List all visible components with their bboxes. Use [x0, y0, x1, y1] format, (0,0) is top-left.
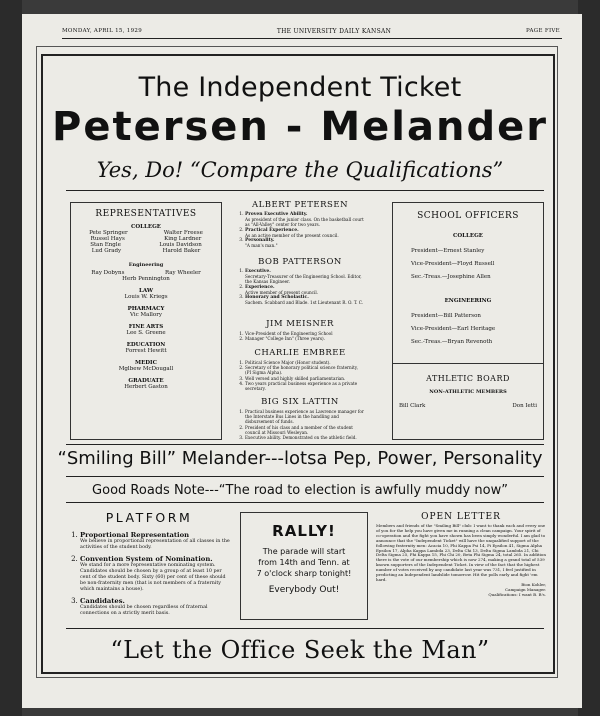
qualification-detail: 1. Political Science Major (Honor student).	[245, 360, 331, 365]
ticket-heading: The Independent Ticket	[138, 72, 462, 103]
smiling-bill-slogan: “Smiling Bill” Melander---lotsa Pep, Power, Personality	[57, 448, 543, 469]
rally-box	[240, 512, 368, 620]
rule	[66, 502, 544, 503]
qualifications-list	[236, 212, 364, 248]
representatives-title: REPRESENTATIVES	[95, 209, 197, 219]
rally-text: The parade will start	[262, 547, 346, 556]
candidate-embree	[236, 348, 364, 391]
slogan-rule	[66, 190, 544, 191]
rep-name: Stan Engle	[90, 242, 121, 248]
rep-name: Harold Baker	[162, 248, 201, 254]
rep-name: Herb Pennington	[122, 276, 170, 282]
representatives-box	[70, 202, 222, 440]
rep-name: Ray Dobyns	[91, 270, 125, 276]
candidate-name: JIM MEISNER	[266, 319, 334, 329]
open-letter	[376, 512, 546, 598]
qualification-detail: 2. Manager "College Inn" (Three years).	[245, 336, 325, 342]
rally-text: 7 o'clock sharp tonight!	[256, 569, 352, 578]
candidate-petersen	[236, 200, 364, 248]
candidate-name: ALBERT PETERSEN	[251, 200, 349, 210]
rep-name: Russel Hays	[90, 236, 125, 242]
rally-title: RALLY!	[272, 522, 336, 540]
qualification-detail: 1. Practical business experience as Lawrence manager for the Interstate Bus Lines in the handling and disbursement of funds.	[245, 409, 364, 425]
law-label: LAW	[138, 288, 154, 294]
header-rule	[62, 38, 562, 39]
qualification-heading: Practical Experience.	[245, 227, 299, 233]
rep-name: Lee S. Greene	[126, 330, 166, 336]
qualification-heading: Personality.	[245, 238, 275, 244]
platform-item	[80, 597, 232, 617]
qualification-heading: Honorary and Scholastic.	[245, 295, 309, 301]
college-reps-list	[71, 230, 221, 254]
platform-item	[80, 531, 232, 551]
qualifications-list	[236, 409, 364, 440]
qualification-detail: Active member of present council.	[245, 289, 318, 295]
qualification-item	[245, 381, 364, 391]
qualification-detail: 4. Two years practical business experience as a private secretary.	[245, 380, 358, 392]
fine-arts-label: FINE ARTS	[128, 324, 164, 330]
college-label: COLLEGE	[131, 224, 161, 230]
officer-entry: Vice-President—Floyd Russell	[411, 261, 495, 267]
school-officers-box	[392, 202, 544, 440]
qualification-item	[245, 269, 364, 285]
school-officers-title: SCHOOL OFFICERS	[417, 211, 519, 221]
engineering-label: Engineering	[128, 262, 164, 268]
platform-item-text: Candidates should be chosen regardless of fraternal connections on a strictly merit basis.	[80, 605, 208, 616]
qualification-item	[245, 425, 364, 435]
open-letter-body: Members and friends of the "Smiling Bill" club: I want to thank each and every one of you for the help you have given me in running a clean campaign. Your spirit of co-operation and the fight you have shown has been simply wonderful. I am glad to announce that the "Independent Ticket" will have the unqualified support of the following fraternity men: Acacia 10, Phi Kappa Psi 14, Pi Epsilon 41, Sigma Alpha Epsilon 17, Alpha Kappa Lambda 23, Delta Chi 13, Delta Sigma Lambda 21, Chi Delta Sigma 25, Phi Kappa 15, Phi Chi 20, Beta Phi Sigma 24, total 265. In addition there is the vote of our membership which is now 274, making a grand total of 539 known supporters of the Independent Ticket. In view of the fact that the highest number of votes received by any candidate last year was 731, I feel justified in predicting an Independent landslide tomorrow. Hit the polls early and fight 'em hard.	[376, 523, 546, 582]
qualification-item	[245, 212, 364, 228]
qualifications-list	[236, 269, 364, 305]
qualification-detail: Sachem. Scabbard and Blade. 1st Lieutenant R. O. T. C.	[245, 300, 364, 306]
officer-entry: Sec.-Treas.—Bryan Revenoth	[411, 339, 493, 345]
education-label: EDUCATION	[126, 342, 166, 348]
qualification-detail: 3. Well versed and highly skilled parliamentarian.	[245, 375, 346, 381]
qualification-item	[245, 409, 364, 425]
candidate-patterson	[236, 257, 364, 305]
qualification-detail: 1. Vice-President of the Engineering School	[245, 331, 333, 336]
platform-item	[80, 555, 232, 593]
candidate-name: BIG SIX LATTIN	[261, 397, 339, 407]
qualification-detail: 3. Executive ability. Demonstrated on the athletic field.	[245, 435, 357, 441]
candidate-lattin	[236, 397, 364, 440]
officer-entry: President—Ernest Stanley	[411, 248, 485, 254]
athletic-board-title: ATHLETIC BOARD	[426, 374, 510, 383]
rule	[66, 628, 544, 629]
candidate-name: CHARLIE EMBREE	[254, 348, 346, 358]
compare-slogan: Yes, Do! “Compare the Qualifications”	[96, 158, 504, 182]
qualification-item	[245, 228, 364, 238]
platform-item-heading: 1. Proportional Representation	[80, 531, 190, 539]
rep-name: Lud Grady	[91, 248, 122, 254]
page-number: PAGE FIVE	[526, 28, 560, 34]
letter-signature: Qualifications: I want B. B's.	[488, 591, 546, 597]
letter-signature: Campaign Manager.	[505, 586, 546, 592]
office-seek-man-slogan: “Let the Office Seek the Man”	[110, 636, 490, 664]
letter-signature: Bion Kohler,	[521, 581, 546, 587]
good-roads-note: Good Roads Note---“The road to election is awfully muddy now”	[92, 483, 508, 498]
rule	[66, 476, 544, 477]
platform-title: PLATFORM	[105, 510, 193, 525]
medic-label: MEDIC	[135, 360, 157, 366]
athletic-member: Bill Clark	[399, 403, 426, 409]
rep-name: Louis Davidson	[159, 242, 202, 248]
qualification-item	[245, 336, 364, 341]
rep-name: Ray Wheeler	[164, 270, 201, 276]
rep-name: Walter Freese	[163, 230, 203, 236]
candidate-names-heading: Petersen - Melander	[52, 104, 548, 150]
officer-entry: President—Bill Patterson	[411, 313, 481, 319]
running-header	[62, 28, 560, 35]
platform-item-heading: 3. Candidates.	[80, 597, 125, 605]
candidate-meisner	[236, 319, 364, 341]
platform-item-text: We stand for a more representative nominating system. Candidates should be chosen by a group of at least 10 per cent of the student body. Sixty (60) per cent of these should be non-fraternity men (that is not members of a fraternity which maintains a house).	[80, 563, 226, 592]
rep-name: King Lardner	[164, 236, 202, 242]
qualification-detail: As an active member of the present council.	[245, 232, 339, 238]
rep-name: Vic Mallory	[130, 312, 162, 318]
qualification-item	[245, 285, 364, 295]
qualification-heading: Executive.	[245, 269, 271, 274]
rally-text: from 14th and Tenn. at	[258, 558, 350, 567]
qualification-detail: "A man's man."	[245, 243, 278, 249]
qualification-heading: Proven Executive Ability.	[245, 212, 308, 217]
rep-name: Louis W. Kriegs	[124, 294, 168, 300]
officer-entry: Vice-President—Earl Heritage	[411, 326, 496, 332]
rally-footer: Everybody Out!	[268, 585, 340, 595]
qualification-detail: Secretary-Treasurer of the Engineering School. Editor, the Kansas Engineer.	[245, 274, 362, 285]
qualification-detail: 2. President of his class and a member of the student council at Missouri Wesleyan.	[245, 424, 353, 435]
date-text: MONDAY, APRIL 15, 1929	[62, 28, 143, 34]
platform-item-heading: 2. Convention System of Nomination.	[80, 555, 213, 563]
qualification-item	[245, 295, 364, 305]
officers-engineering-label: ENGINEERING	[444, 298, 492, 304]
rep-name: Mglbew McDougall	[118, 366, 174, 372]
qualification-detail: 2. Secretary of the honorary political science fraternity, (PI Sigma Alpha).	[245, 365, 358, 376]
college-rep-row	[71, 248, 221, 254]
platform-section	[66, 510, 232, 621]
qualification-detail: As president of the junior class. On the basketball court as "All-Valley" center for two years.	[245, 217, 364, 228]
rep-name: Forrest Hewitt	[125, 348, 167, 354]
candidate-name: BOB PATTERSON	[258, 257, 342, 267]
platform-list	[66, 531, 232, 617]
masthead-text: THE UNIVERSITY DAILY KANSAN	[276, 28, 392, 35]
qualification-item	[245, 435, 364, 440]
rule	[66, 444, 544, 445]
qualification-item	[245, 238, 364, 248]
officer-entry: Sec.-Treas.—Josephine Allen	[411, 274, 491, 280]
non-athletic-label: NON-ATHLETIC MEMBERS	[429, 389, 507, 395]
qualification-heading: Experience.	[245, 284, 275, 290]
qualifications-list	[236, 360, 364, 391]
pharmacy-label: PHARMACY	[127, 306, 165, 312]
qualifications-list	[236, 331, 364, 341]
officers-college-label: COLLEGE	[453, 233, 483, 239]
open-letter-title: OPEN LETTER	[421, 512, 501, 522]
rep-name: Pete Springer	[89, 230, 128, 236]
graduate-label: GRADUATE	[128, 378, 164, 384]
athletic-member: Don Ietti	[512, 403, 537, 409]
qualification-item	[245, 365, 364, 375]
rep-name: Herbert Gaston	[124, 384, 168, 390]
platform-item-text: We believe in proportional representation of all classes in the activities of the student body.	[80, 539, 230, 550]
